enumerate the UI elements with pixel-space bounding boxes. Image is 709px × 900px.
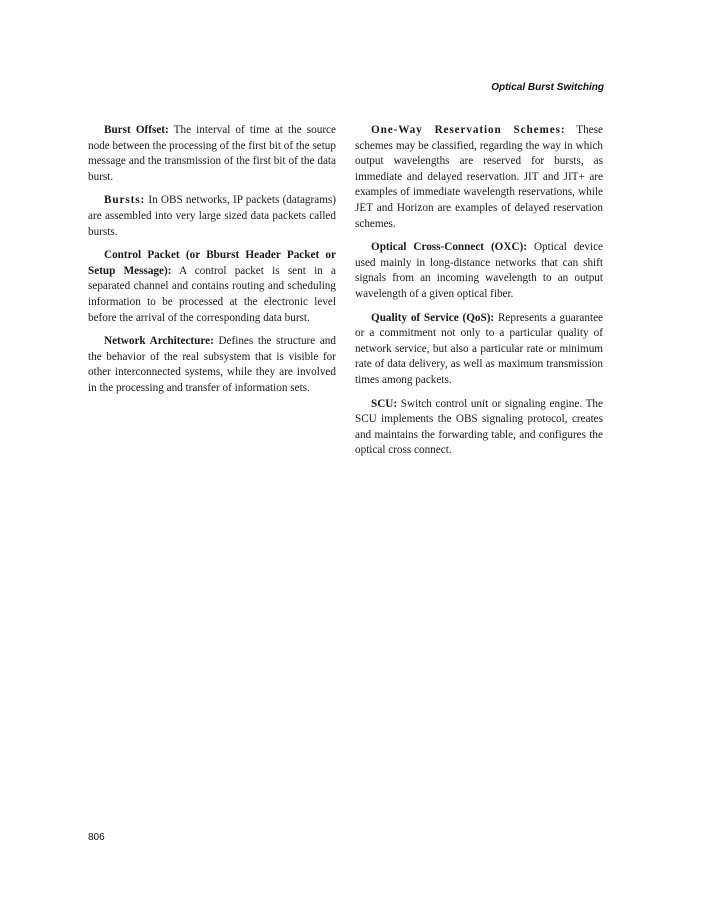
right-column xyxy=(355,123,603,467)
glossary-term: Quality of Service (QoS): xyxy=(371,311,495,324)
glossary-definition: These schemes may be classified, regarding the way in which output wavelengths are reserved for bursts, as immediate and delayed reservation. JIT and JIT+ are examples of immediate wavelength reservations, while JET and Horizon are examples of delayed reservation schemes. xyxy=(355,124,603,230)
glossary-entry-one-way-reservation xyxy=(355,123,603,232)
glossary-term: Network Architecture: xyxy=(104,335,214,348)
glossary-term: SCU: xyxy=(371,397,398,410)
glossary-entry-bursts xyxy=(88,193,336,240)
glossary-definition: A control packet is sent in a separated channel and contains routing and scheduling information to be processed at the electronic level before the arrival of the corresponding data burst. xyxy=(88,264,336,324)
glossary-entry-network-architecture xyxy=(88,334,336,396)
glossary-definition: Defines the structure and the behavior of the real subsystem that is visible for other interconnected systems, while they are involved in the processing and transfer of information sets. xyxy=(88,335,336,394)
glossary-entry-scu xyxy=(355,397,603,459)
glossary-term: One-Way Reservation Schemes: xyxy=(371,124,566,136)
running-header: Optical Burst Switching xyxy=(491,82,604,93)
glossary-term: Control Packet (or Bburst Header Packet or Setup Message): xyxy=(88,249,336,277)
glossary-entry-burst-offset xyxy=(88,123,336,185)
glossary-definition: The interval of time at the source node between the processing of the first bit of the setup message and the transmission of the first bit of the data burst. xyxy=(88,124,336,183)
glossary-term: Bursts: xyxy=(104,194,146,207)
glossary-entry-control-packet xyxy=(88,248,336,326)
left-column xyxy=(88,123,336,405)
glossary-term: Burst Offset: xyxy=(104,124,169,136)
glossary-definition: Optical device used mainly in long-distance networks that can shift signals from an incoming wavelength to an output wavelength of a given optical fiber. xyxy=(355,241,604,300)
glossary-definition: Switch control unit or signaling engine. The SCU implements the OBS signaling protocol, creates and maintains the forwarding table, and configures the optical cross connect. xyxy=(355,397,603,457)
glossary-definition: Represents a guarantee or a commitment not only to a particular quality of network service, but also a particular rate or minimum rate of data delivery, as well as maximum transmission times among packets. xyxy=(355,311,604,386)
glossary-entry-qos xyxy=(355,311,603,389)
page-number: 806 xyxy=(88,832,105,843)
glossary-entry-oxc xyxy=(355,240,603,302)
glossary-term: Optical Cross-Connect (OXC): xyxy=(371,241,527,254)
glossary-definition: In OBS networks, IP packets (datagrams) are assembled into very large sized data packets called bursts. xyxy=(88,194,336,238)
